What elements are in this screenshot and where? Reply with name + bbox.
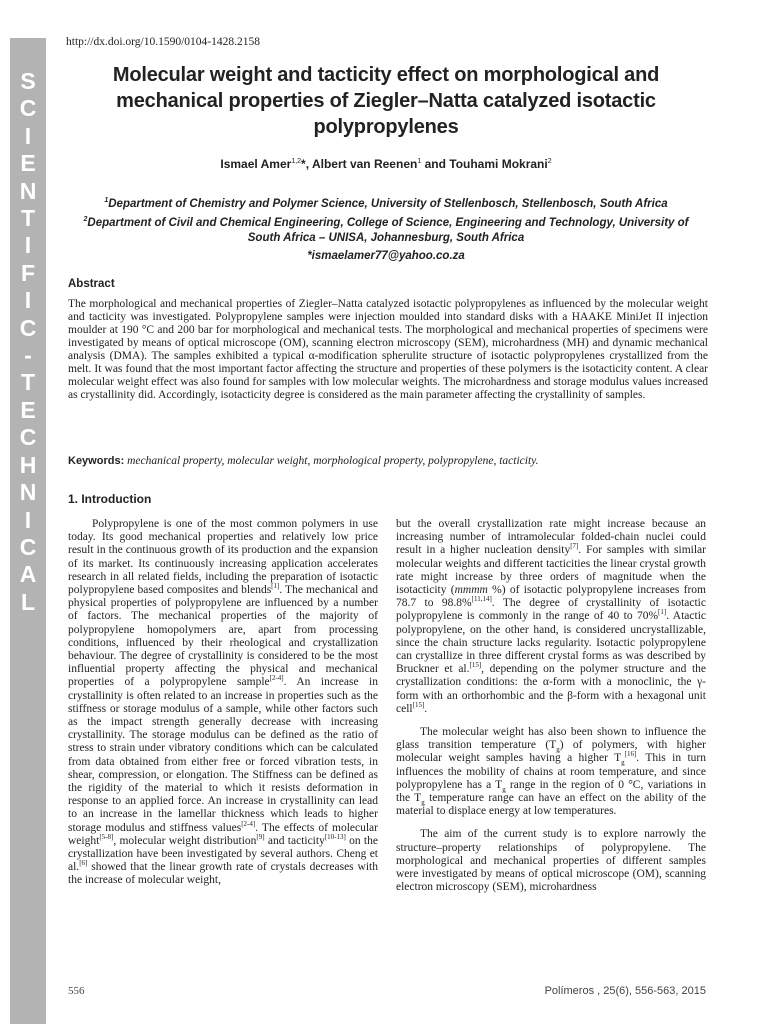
sidebar-letter: C [19,95,37,122]
author-name: Touhami Mokrani [449,157,548,171]
paragraph: The aim of the current study is to explore narrowly the structure–property relationships of polypropylene. The morphological and mechanical properties of different samples were investigated by means of optical microscope (OM), scanning electron microscopy (SEM), microhardness [396,828,706,894]
sidebar-letter: N [19,479,37,506]
text-run: . Atactic polypropylene, on the other hand, is considered uncrystallizable, since the chain structure lacks regularity. Isotactic polypropylene can crystallize in three different crystal forms as was described by Bruckner et al. [396,610,706,676]
subscript: g [502,785,506,794]
paragraph [396,518,706,716]
section-heading-introduction: 1. Introduction [68,492,152,506]
affil-mark: 2 [83,215,88,223]
author-sep: *, [301,157,312,171]
sidebar-letter: N [19,177,37,204]
text-run: %) of isotactic polypropylene increases from 78.7 to 98.8% [396,584,706,610]
sidebar-letter: C [19,424,37,451]
text-run: Polypropylene is one of the most common polymers in use today. Its good mechanical properties and relatively low price result in the continuous growth of its production and the expansion of its market. Its continuously increasing application accelerates research in all related fields, including the preparation of isotactic polypropylene based composites and blends [68,518,378,597]
subscript: g [421,798,425,807]
sidebar-letter: - [24,342,32,369]
sidebar-letter: C [19,314,37,341]
keywords [68,455,708,467]
text-run: . [424,702,428,715]
journal-reference: Polímeros , 25(6), 556-563, 2015 [544,985,706,997]
author-list [66,157,706,171]
citation[interactable]: [2-4] [241,819,256,828]
citation[interactable]: [16] [624,750,637,759]
paragraph [396,726,706,818]
abstract-text: The morphological and mechanical properties of Ziegler–Natta catalyzed isotactic polypropylenes as influenced by the molecular weight and tacticity was investigated. Polypropylene samples were injection moulded into standard disks with a HAAKE MiniJet II injection moulder at 190 °C and 200 bar for morphological and mechanical tests. The morphological and mechanical properties of specimens were investigated by means of optical microscope (OM), scanning electron microscopy (SEM), microhardness (MH) and dynamic mechanical analysis (DMA). The samples exhibited a typical α-modification spherulite structure of isotactic polypropylenes crystallized from the melt. It was found that the most important factor affecting the structure and properties of these polymers is the isotacticity content. A clear molecular weight effect was also found for samples with low molecular weights. The microhardness and storage modulus values increased as crystallinity did. Accordingly, isotacticity degree is considered as the main parameter affecting the crystallinity of samples. [68,298,708,401]
affil-text: Department of Chemistry and Polymer Science, University of Stellenbosch, Stellenbosch, South Africa [108,197,668,210]
author-sep: and [421,157,450,171]
text-run: ) of polymers, with higher molecular weight samples having a higher T [396,739,706,765]
citation[interactable]: [6] [79,859,88,868]
citation[interactable]: [9] [256,833,265,842]
text-run: showed that the linear growth rate of crystals decreases with the increase of molecular weight, [68,861,378,887]
text-run: but the overall crystallization rate might increase because an increasing number of intramolecular folded-chain nuclei could result in a higher nucleation density [396,518,706,557]
doi-link[interactable]: http://dx.doi.org/10.1590/0104-1428.2158 [66,36,261,48]
affiliation-1 [66,193,706,212]
italic-term: mmmm [454,584,488,597]
citation[interactable]: [11,14] [471,595,492,604]
sidebar-letter: I [24,287,32,314]
text-run: . The degree of crystallinity of isotactic polypropylene is commonly in the range of 40 to 70% [396,597,706,623]
text-run: The molecular weight has also been shown to influence the glass transition temperature (T [396,726,706,752]
text-run: . This in turn influences the mobility of chains at room temperature, and since polypropylene has a T [396,752,706,791]
text-run: on the crystallization have been investigated by several authors. Cheng et al. [68,834,378,874]
sidebar-letter: E [20,396,36,423]
corresponding-email[interactable]: *ismaelamer77@yahoo.co.za [307,249,465,262]
sidebar-letter: T [20,369,36,396]
author-affil-mark: 2 [547,158,552,165]
text-run: . The mechanical and physical properties of polypropylene are influenced by a number of factors. The mechanical properties of the majority of polypropylene homopolymers are, apart from processing conditions, influenced by their rheological and crystallization behaviour. The degree of crystallinity is considered to be the most influential property affecting the physical and mechanical properties of a polypropylene sample [68,584,378,689]
page-number: 556 [68,985,85,997]
sidebar-letter: T [20,205,36,232]
text-run: . An increase in crystallinity is often related to an increase in properties such as the stiffness or storage modulus of a sample, while other factors such as the impact strength generally decrease with increasing crystallinity. The storage modulus can be defined as the ratio of stress to strain under vibratory conditions which can be calculated from data obtained from either free or forced vibration tests, in shear, compression, or elongation. The Stiffness can be defined as the rigidity of the material to which it resists deformation in response to an applied force. An increase in crystallinity can lead to an increase in the lamellar thickness which leads to higher storage modulus and stiffness values [68,676,378,834]
text-run: and tacticity [264,834,325,847]
citation[interactable]: [15] [469,661,482,670]
sidebar-letter: S [20,68,36,94]
paragraph [68,518,378,888]
author-affil-mark: 1 [417,158,422,165]
sidebar-letter: F [20,259,36,286]
sidebar-letter: C [19,533,37,560]
subscript: g [621,758,625,767]
citation[interactable]: [5-8] [99,833,114,842]
citation[interactable]: [15] [412,701,425,710]
keywords-label: Keywords: [68,455,125,467]
sidebar-letter: I [24,122,32,149]
sidebar-letter: L [20,588,36,615]
body-column-left [68,518,378,898]
text-run: . The effects of molecular weight [68,821,378,847]
sidebar-letter: E [20,150,36,177]
sidebar-letter: A [19,561,37,588]
subscript: g [556,745,560,754]
affiliation-2 [66,212,706,246]
citation[interactable]: [1] [658,608,667,617]
sidebar-letter: H [19,451,37,478]
author-affil-mark: 1,2 [291,158,302,165]
citation[interactable]: [7] [570,542,579,551]
citation[interactable]: [10-13] [324,833,346,842]
keywords-text: mechanical property, molecular weight, morphological property, polypropylene, tacticity. [127,455,539,467]
paper-title: Molecular weight and tacticity effect on morphological and mechanical properties of Ziegler–Natta catalyzed isotactic polypropylenes [112,64,660,138]
text-run: , molecular weight distribution [113,834,257,847]
text-run: , depending on the polymer structure and the crystallization conditions: the α-form with a monoclinic, the γ-form with an orthorhombic and the β-form with a hexagonal unit cell [396,663,707,715]
sidebar-letter: I [24,232,32,259]
sidebar-letter: I [24,506,32,533]
text-run: temperature range can have an effect on the ability of the material to displace energy at low temperatures. [396,792,706,818]
author-name: Albert van Reenen [311,157,418,171]
affiliations [66,193,706,264]
affil-text: Department of Civil and Chemical Engineering, College of Science, Engineering and Technology, University of South Africa – UNISA, Johannesburg, South Africa [87,216,689,244]
author-name: Ismael Amer [220,157,292,171]
text-run: . For samples with similar molecular weights and different tacticities the linear crystal growth rate might increase by three orders of magnitude when the isotacticity ( [396,544,706,597]
abstract-heading: Abstract [68,278,115,290]
citation[interactable]: [2-4] [269,674,284,683]
text-run: range in the region of 0 °C, variations in the T [396,778,706,805]
citation[interactable]: [1] [271,582,280,591]
body-column-right [396,518,706,904]
affil-mark: 1 [104,197,109,204]
journal-section-sidebar [10,38,46,1024]
